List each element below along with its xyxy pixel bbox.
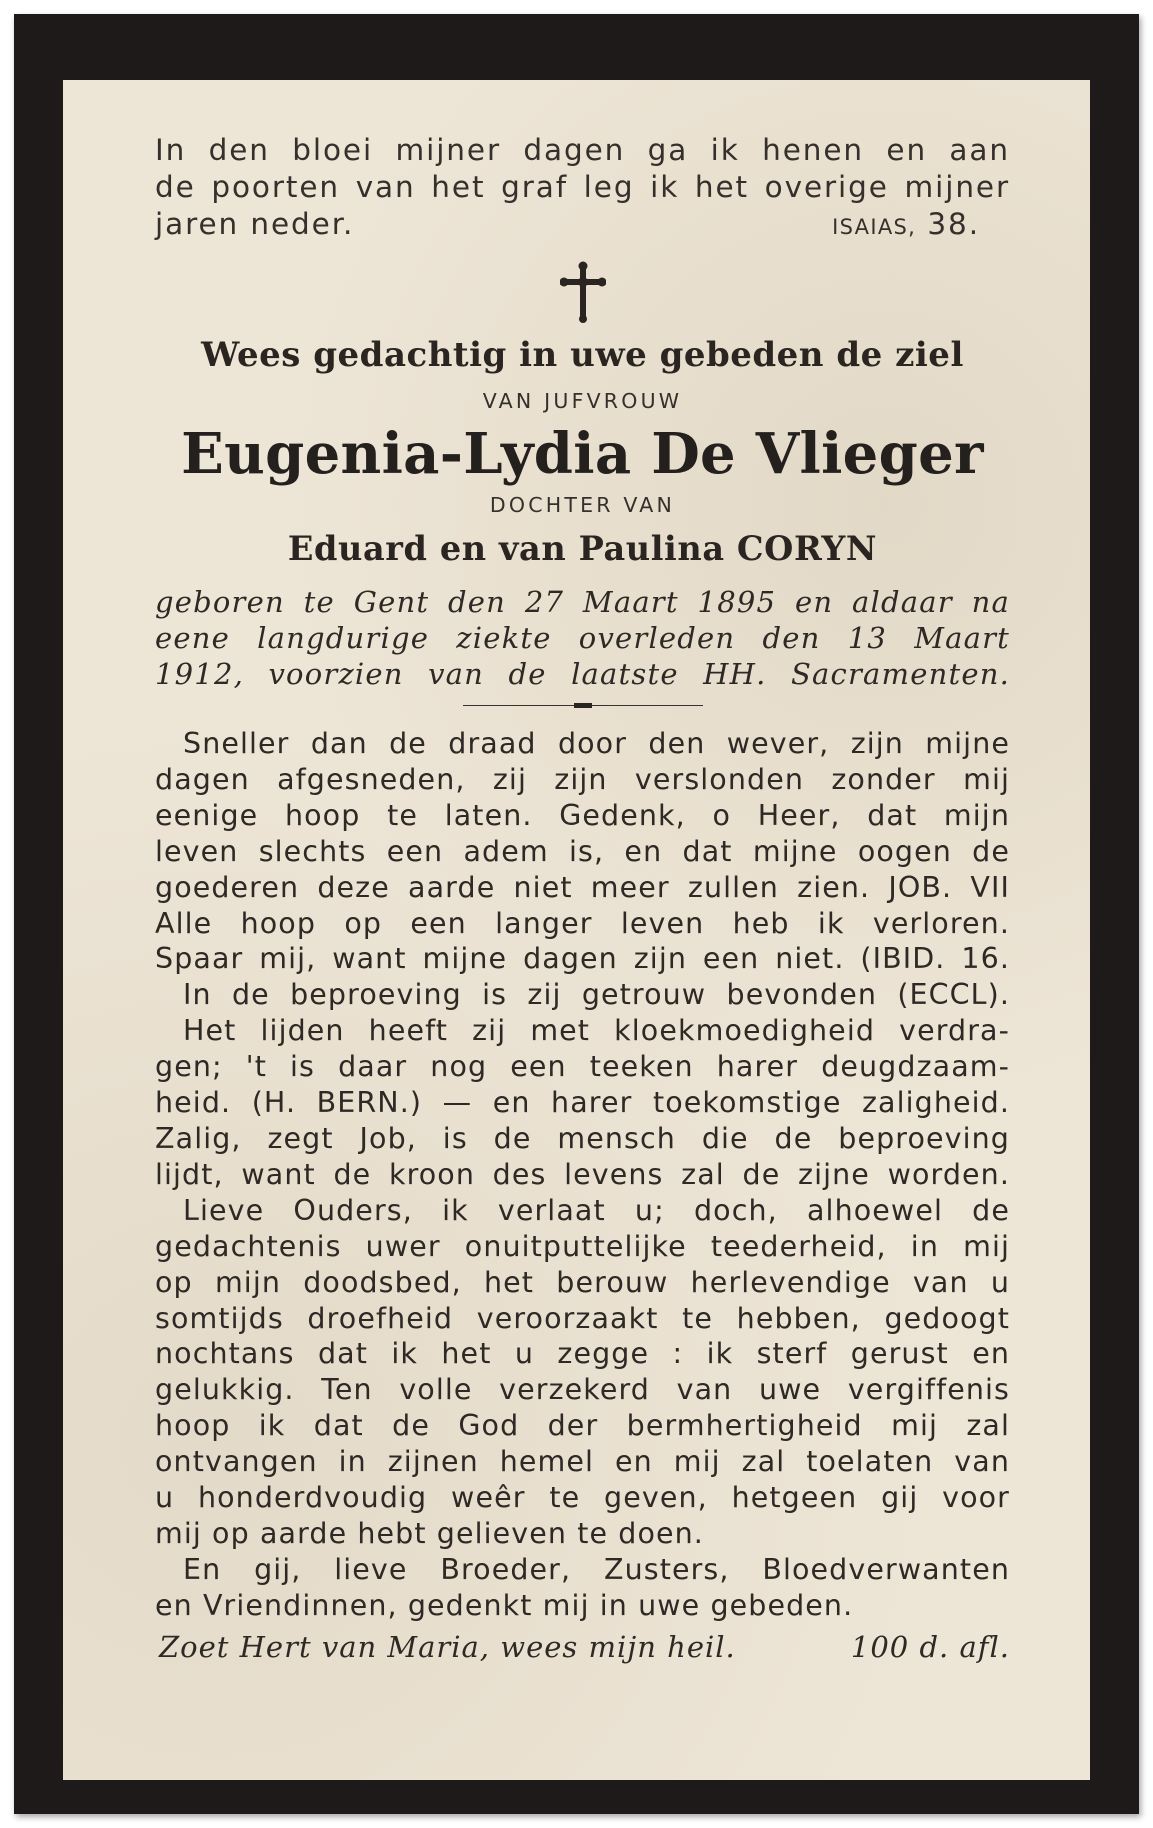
body-line: En gij, lieve Broeder, Zusters, Bloedverwanten bbox=[183, 1552, 1010, 1586]
body-line: mij op aarde hebt gelieven te doen. bbox=[155, 1516, 704, 1550]
body-line: u honderdvoudig weêr te geven, hetgeen gij voor bbox=[155, 1481, 1010, 1515]
epigraph-line: In den bloei mijner dagen ga ik henen en aan bbox=[155, 133, 1010, 167]
body-line: goederen deze aarde niet meer zullen zien. JOB. VII bbox=[155, 870, 1010, 904]
body-line: In de beproeving is zij getrouw bevonden (ECCL). bbox=[183, 978, 1010, 1012]
prayer-body bbox=[155, 726, 1010, 1624]
memorial-card bbox=[14, 14, 1139, 1814]
epigraph bbox=[155, 132, 1010, 243]
body-line: gelukkig. Ten volle verzekerd van uwe vergiffenis bbox=[155, 1373, 1010, 1407]
reference-chapter: 38. bbox=[927, 207, 980, 241]
body-line: nochtans dat ik het u zegge : ik sterf gerust en bbox=[155, 1337, 1010, 1371]
birth-death-text bbox=[155, 584, 1010, 692]
body-line: eenige hoop te laten. Gedenk, o Heer, dat mijn bbox=[155, 798, 1010, 832]
epigraph-reference bbox=[832, 206, 1010, 246]
intro-line: Wees gedachtig in uwe gebeden de ziel bbox=[201, 335, 964, 375]
body-line: Spaar mij, want mijne dagen zijn een niet. (IBID. 16. bbox=[155, 942, 1010, 976]
reference-book: ISAIAS, bbox=[832, 215, 917, 239]
body-line: dagen afgesneden, zij zijn verslonden zonder mij bbox=[155, 762, 1010, 796]
body-line: leven slechts een adem is, en dat mijne oogen de bbox=[155, 834, 1010, 868]
epigraph-line: de poorten van het graf leg ik het overige mijner bbox=[155, 170, 1010, 204]
title-prefix: VAN JUFVROUW bbox=[482, 389, 683, 413]
footer-indulgence: 100 d. afl. bbox=[850, 1629, 1010, 1664]
body-line: Het lijden heeft zij met kloekmoedigheid verdra- bbox=[183, 1014, 1010, 1048]
epigraph-text: jaren neder. bbox=[155, 207, 355, 241]
cross-icon bbox=[560, 261, 606, 323]
body-line: op mijn doodsbed, het berouw herlevendige van u bbox=[155, 1265, 1010, 1299]
body-line: Sneller dan de draad door den wever, zijn mijne bbox=[183, 727, 1010, 760]
body-line: heid. (H. BERN.) — en harer toekomstige zaligheid. bbox=[155, 1086, 1010, 1120]
body-line: gedachtenis uwer onuitputtelijke teederheid, in mij bbox=[155, 1229, 1010, 1263]
body-line: Alle hoop op een langer leven heb ik verloren. bbox=[155, 906, 1010, 940]
body-line: lijdt, want de kroon des levens zal de zijne worden. bbox=[155, 1157, 1010, 1191]
birth-death-line: geboren te Gent den 27 Maart 1895 en aldaar na bbox=[155, 585, 1010, 619]
deceased-name: Eugenia-Lydia De Vlieger bbox=[181, 421, 984, 487]
body-line: gen; 't is daar nog een teeken harer deugdzaam- bbox=[155, 1050, 1010, 1084]
body-line: ontvangen in zijnen hemel en mij zal toelaten van bbox=[155, 1445, 1010, 1479]
footer bbox=[155, 1630, 1010, 1664]
body-line: Zalig, zegt Job, is de mensch die de beproeving bbox=[155, 1121, 1010, 1155]
birth-death-line: eene langdurige ziekte overleden den 13 Maart bbox=[155, 621, 1010, 655]
birth-death-line: 1912, voorzien van de laatste HH. Sacramenten. bbox=[155, 657, 1010, 691]
body-line: hoop ik dat de God der bermhertigheid mij zal bbox=[155, 1409, 1010, 1443]
separator-mark bbox=[574, 703, 592, 708]
body-line: somtijds droefheid veroorzaakt te hebben, gedoogt bbox=[155, 1301, 1010, 1335]
card-paper bbox=[63, 80, 1090, 1780]
card-content bbox=[155, 132, 1010, 1664]
footer-prayer: Zoet Hert van Maria, wees mijn heil. bbox=[159, 1629, 736, 1664]
body-line: Lieve Ouders, ik verlaat u; doch, alhoewel de bbox=[183, 1193, 1010, 1227]
epigraph-line-last bbox=[155, 206, 1010, 243]
daughter-of: DOCHTER VAN bbox=[489, 493, 676, 517]
parents-names: Eduard en van Paulina CORYN bbox=[287, 529, 878, 568]
separator-rule bbox=[463, 700, 703, 710]
body-line: en Vriendinnen, gedenkt mij in uwe gebeden. bbox=[155, 1588, 854, 1622]
